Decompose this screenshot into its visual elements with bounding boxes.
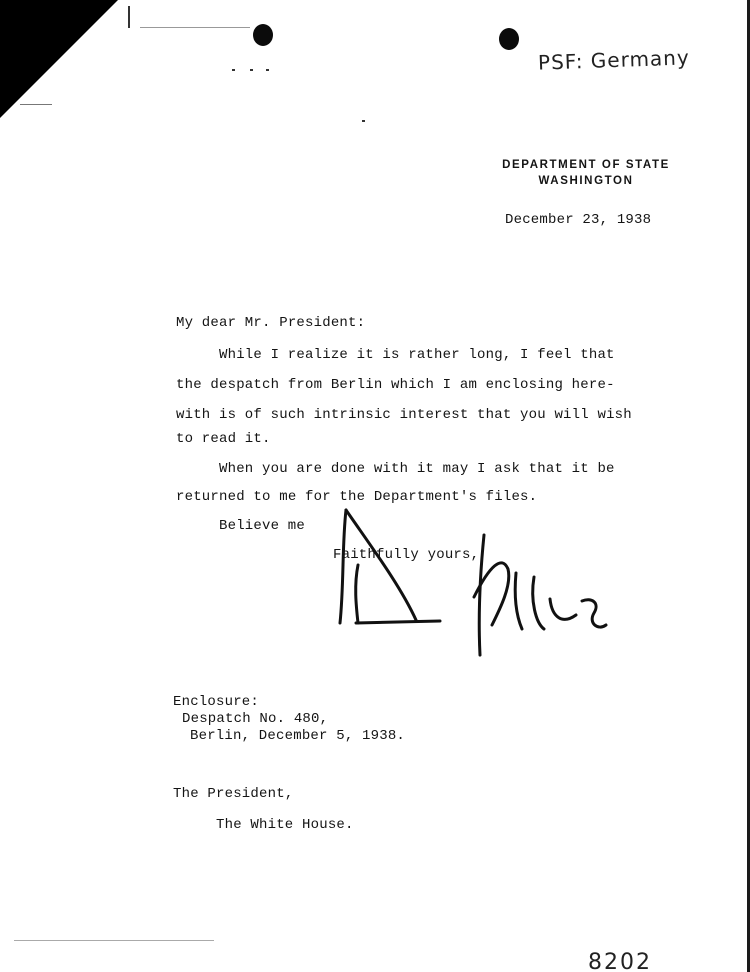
punch-hole-right [499,28,519,50]
punch-hole-left [253,24,273,46]
scan-speck [266,69,269,71]
scan-speck [128,6,130,28]
scan-speck [14,940,214,941]
scan-speck [20,104,52,105]
enclosure-label: Enclosure: [173,694,260,710]
closing-faithfully: Faithfully yours, [333,547,480,563]
body-line: to read it. [176,431,271,447]
letterhead-city: WASHINGTON [538,175,634,187]
scan-speck [232,69,235,71]
signature [330,505,620,665]
letterhead [470,157,702,189]
body-line: the despatch from Berlin which I am enclosing here- [176,377,615,393]
scan-speck [250,69,253,71]
salutation: My dear Mr. President: [176,315,366,331]
letter-date: December 23, 1938 [505,212,652,228]
scan-speck [362,120,365,122]
addressee-place: The White House. [216,817,354,833]
enclosure-berlin: Berlin, December 5, 1938. [190,728,406,744]
torn-corner [0,0,120,120]
body-line: with is of such intrinsic interest that you will wish [176,407,632,423]
body-line: When you are done with it may I ask that it be [219,461,615,477]
scan-speck [140,27,250,28]
handwritten-annotation: PSF: Germany [537,45,691,75]
letterhead-department: DEPARTMENT OF STATE [502,159,670,171]
body-line: While I realize it is rather long, I feel that [219,347,615,363]
enclosure-despatch: Despatch No. 480, [182,711,329,727]
body-line: returned to me for the Department's files. [176,489,538,505]
page-number: 8202 [588,950,652,972]
closing-believe: Believe me [219,518,306,534]
addressee-title: The President, [173,786,294,802]
